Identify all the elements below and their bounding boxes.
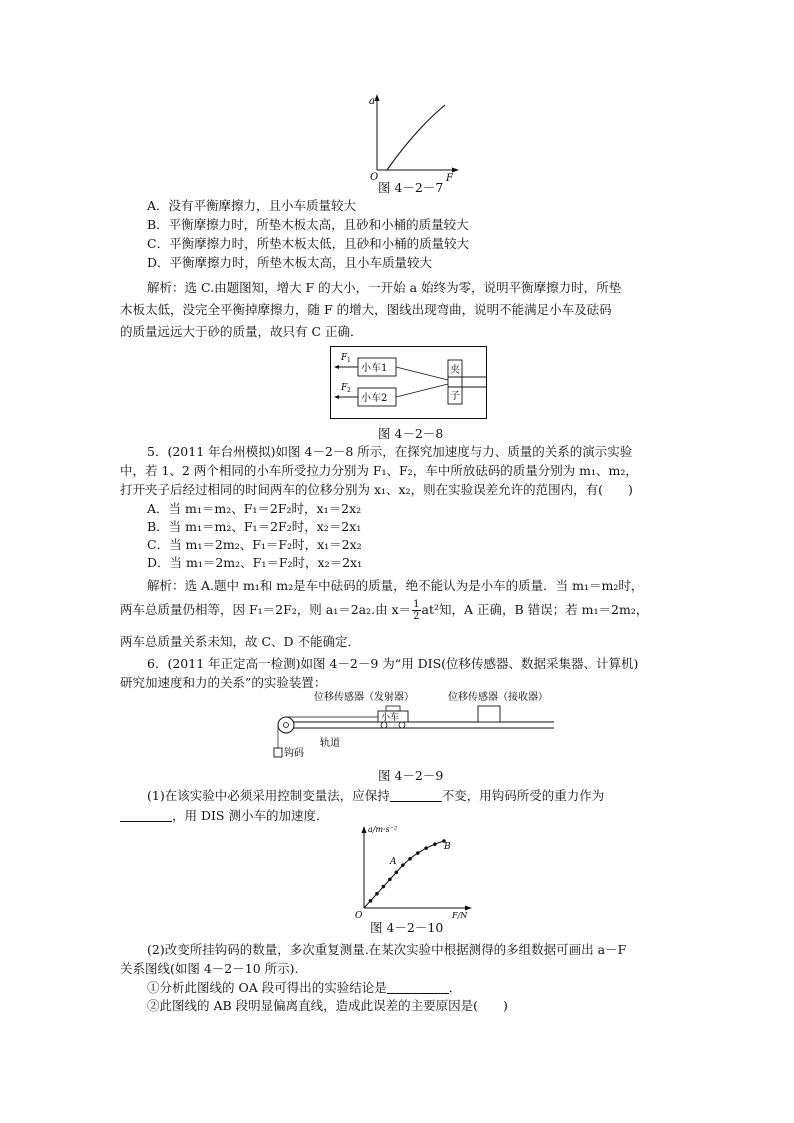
q5-analysis-line-2-a: 两车总质量仍相等，因 F₁＝2F₂，则 a₁＝2a₂.由 x＝ [120, 602, 412, 617]
q6-part1-c: ，用 DIS 测小车的加速度． [172, 808, 329, 823]
q6-sub1-end: ． [448, 980, 462, 995]
q4-option-d: D．平衡摩擦力时，所垫木板太高，且小车质量较大 [147, 255, 433, 270]
figure-4-2-7 [360, 90, 470, 182]
fig8-f1-label: F [341, 353, 348, 363]
fig10-data-point [395, 870, 399, 874]
answer-blank-2[interactable] [120, 808, 172, 822]
q6-part2-line-2: 关系图线(如图 4－2－10 所示). [120, 961, 299, 976]
fraction-denominator: 2 [413, 611, 420, 622]
fraction-numerator: 1 [413, 599, 420, 610]
fig10-data-point [382, 885, 386, 889]
q5-option-d: D．当 m₁＝2m₂、F₁＝F₂时，x₂＝2x₁ [147, 555, 363, 570]
fig9-emitter-label: 位移传感器（发射器） [314, 692, 414, 703]
q6-stem-line-2: 研究加速度和力的关系”的实验装置： [120, 675, 327, 690]
q6-part1-a: (1)在该实验中必须采用控制变量法，应保持 [147, 788, 390, 803]
q4-analysis-line-1: 解析：选 C.由题图知，增大 F 的大小，一开始 a 始终为零，说明平衡摩擦力时，所垫 [147, 280, 622, 295]
fig9-caption: 图 4－2－9 [378, 768, 444, 783]
fig10-point-a-label: A [390, 857, 397, 867]
fig7-axis-x-label: F [446, 173, 453, 182]
answer-blank-1[interactable] [390, 788, 442, 802]
q5-option-a: A．当 m₁＝m₂、F₁＝2F₂时，x₁＝2x₂ [147, 501, 362, 516]
fig10-data-point [375, 892, 379, 896]
q6-part2-line-1: (2)改变所挂钩码的数量，多次重复测量.在某次实验中根据测得的多组数据可画出 a－F [147, 942, 627, 957]
q6-stem-line-1: 6．(2011 年正定高一检测)如图 4－2－9 为“用 DIS(位移传感器、数据采集器、计算机) [147, 656, 639, 671]
figure-4-2-10 [340, 820, 480, 920]
fig7-origin-label: O [370, 172, 379, 182]
fig9-weight-block [274, 748, 282, 757]
q5-option-c: C．当 m₁＝2m₂、F₁＝F₂时，x₁＝2x₂ [147, 537, 362, 552]
fig10-data-point [369, 899, 373, 903]
q6-sub1 [147, 978, 461, 998]
fig8-clip-top: 夹 [450, 365, 460, 376]
q4-analysis-line-3: 的质量远远大于砂的质量，故只有 C 正确． [120, 324, 363, 339]
q6-sub1-text: ①分析此图线的 OA 段可得出的实验结论是 [147, 980, 387, 995]
q4-option-a: A．没有平衡摩擦力，且小车质量较大 [147, 198, 357, 213]
fig10-data-point [416, 851, 420, 855]
q5-option-b: B．当 m₁＝m₂、F₁＝2F₂时，x₂＝2x₁ [147, 519, 362, 534]
q6-part1-line-1 [147, 786, 604, 806]
fig8-clip-bottom: 子 [450, 391, 460, 402]
fig8-car2-label: 小车2 [361, 393, 388, 404]
fig10-data-point [388, 878, 392, 882]
fig7-axis-y-label: a [369, 96, 375, 107]
answer-blank-3[interactable] [387, 980, 449, 994]
fig10-data-point [401, 863, 405, 867]
fig8-f2-label: F [341, 383, 348, 393]
q5-stem-line-2: 中，若 1、2 两个相同的小车所受拉力分别为 F₁、F₂，车中所放砝码的质量分别为 m₁、m₂， [120, 463, 638, 478]
fig8-caption: 图 4－2－8 [378, 426, 444, 441]
fig9-receiver-label: 位移传感器（接收器） [448, 692, 548, 703]
fig10-axis-y-label: a/m·s⁻² [368, 825, 398, 834]
fig9-car-label: 小车 [381, 713, 400, 723]
fig9-weight-label: 钩码 [284, 748, 304, 759]
fig10-data-point [424, 846, 428, 850]
fig8-car1-label: 小车1 [361, 363, 388, 374]
fig10-caption: 图 4－2－10 [370, 920, 444, 935]
pulley-icon [278, 717, 294, 733]
q6-part1-b: 不变，用钩码所受的重力作为 [441, 788, 605, 803]
q5-analysis-line-2 [120, 599, 648, 622]
q5-analysis-line-3: 两车总质量关系未知，故 C、D 不能确定． [120, 634, 361, 649]
fig8-f2-sub: 2 [347, 387, 351, 394]
q6-part1-line-2 [120, 806, 328, 826]
q4-option-b: B．平衡摩擦力时，所垫木板太高，且砂和小桶的质量较大 [147, 217, 469, 232]
fraction-one-half [412, 599, 420, 622]
fig9-receiver-box [478, 706, 500, 722]
q5-stem-line-3: 打开夹子后经过相同的时间两车的位移分别为 x₁、x₂，则在实验误差允许的范围内，有( ) [120, 482, 633, 497]
q5-stem-line-1: 5．(2011 年台州模拟)如图 4－2－8 所示，在探究加速度与力、质量的关系的演示实验 [147, 444, 633, 459]
fig10-axis-x-label: F/N [452, 911, 468, 920]
fig8-f1-sub: 1 [347, 357, 351, 364]
fig10-origin-label: O [355, 911, 363, 920]
q4-analysis-line-2: 木板太低，没完全平衡掉摩擦力，随 F 的增大，图线出现弯曲，说明不能满足小车及砝码 [120, 302, 612, 317]
q4-option-c: C．平衡摩擦力时，所垫木板太低，且砂和小桶的质量较大 [147, 236, 470, 251]
fig10-data-point [408, 857, 412, 861]
figure-4-2-8 [330, 346, 488, 420]
q5-analysis-line-1: 解析：选 A.题中 m₁和 m₂是车中砝码的质量，绝不能认为是小车的质量．当 m₁＝m₂时， [147, 578, 644, 593]
fig10-point-b-label: B [444, 842, 451, 852]
fig7-caption: 图 4－2－7 [378, 180, 444, 195]
fig9-track-label: 轨道 [320, 738, 340, 749]
fig10-data-point [433, 842, 437, 846]
q6-sub2: ②此图线的 AB 段明显偏离直线，造成此误差的主要原因是( ) [147, 998, 508, 1013]
figure-4-2-9 [270, 688, 560, 764]
q5-analysis-line-2-b: at²知，A 正确，B 错误；若 m₁＝2m₂， [421, 602, 649, 617]
